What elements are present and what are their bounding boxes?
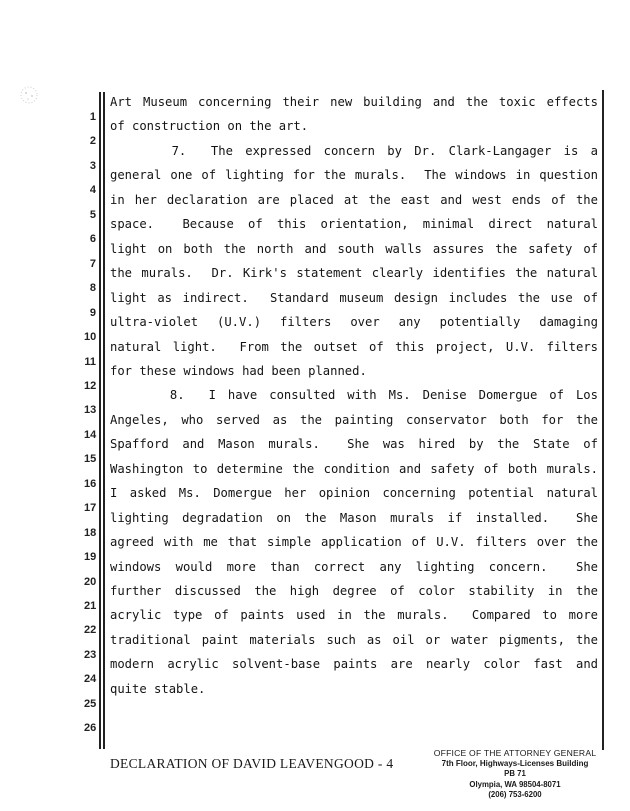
left-margin-rule-inner xyxy=(103,92,105,749)
line-number: 22 xyxy=(84,624,97,637)
text-line: Washington to determine the condition and safety of both murals. xyxy=(110,461,598,476)
text-line: Spafford and Mason murals. She was hired by the State of xyxy=(110,437,598,452)
office-name: OFFICE OF THE ATTORNEY GENERAL xyxy=(433,748,597,758)
right-margin-rule xyxy=(602,90,604,750)
line-number: 9 xyxy=(89,306,96,319)
line-number: 23 xyxy=(84,648,97,661)
office-phone: (206) 753-6200 xyxy=(488,790,542,799)
office-city: Olympia, WA 98504-8071 xyxy=(469,779,561,789)
text-line: in her declaration are placed at the east and west ends of the xyxy=(110,192,598,207)
line-number: 14 xyxy=(84,428,97,441)
text-line: quite stable. xyxy=(110,681,206,696)
text-line: modern acrylic solvent-base paints are nearly color fast and xyxy=(110,657,598,672)
left-margin-rule-outer xyxy=(99,92,101,749)
scan-speck-icon xyxy=(14,80,44,110)
line-number: 15 xyxy=(84,453,97,466)
line-number: 11 xyxy=(84,355,96,368)
office-building: 7th Floor, Highways-Licenses Building xyxy=(441,758,589,768)
line-number: 18 xyxy=(84,526,97,539)
text-line: of construction on the art. xyxy=(110,119,309,134)
text-line: I asked Ms. Domergue her opinion concerning potential natural xyxy=(110,486,598,501)
text-line: ultra-violet (U.V.) filters over any potentially damaging xyxy=(110,315,598,330)
line-number: 7 xyxy=(89,257,96,270)
line-number: 17 xyxy=(84,502,97,515)
text-line: traditional paint materials such as oil or water pigments, the xyxy=(110,632,598,647)
line-number: 5 xyxy=(89,208,96,221)
text-line: Art Museum concerning their new building and the toxic effects xyxy=(110,95,598,109)
office-pb: PB 71 xyxy=(504,769,526,778)
text-line: light as indirect. Standard museum design includes the use of xyxy=(110,290,598,305)
text-line: the murals. Dr. Kirk's statement clearly identifies the natural xyxy=(110,266,598,281)
text-line: acrylic type of paints used in the murals. Compared to more xyxy=(110,608,598,623)
text-line: further discussed the high degree of color stability in the xyxy=(110,584,598,598)
line-number: 26 xyxy=(84,722,97,735)
line-number: 24 xyxy=(84,673,97,686)
line-number: 1 xyxy=(89,111,96,123)
line-number: 6 xyxy=(89,233,96,246)
text-line: general one of lighting for the murals. The windows in question xyxy=(110,168,598,183)
text-line: 7. The expressed concern by Dr. Clark-Langager is a xyxy=(110,143,598,158)
text-line: windows would more than correct any lighting concern. She xyxy=(110,559,598,574)
line-number: 19 xyxy=(84,551,97,564)
attorney-general-office-block xyxy=(420,748,610,801)
line-number: 10 xyxy=(84,331,97,344)
line-number: 2 xyxy=(89,135,96,148)
line-number: 25 xyxy=(84,697,97,710)
text-line: for these windows had been planned. xyxy=(110,363,367,378)
line-number: 21 xyxy=(84,600,97,612)
text-line: agreed with me that simple application of U.V. filters over the xyxy=(110,535,598,550)
line-number: 13 xyxy=(84,404,97,417)
line-number: 16 xyxy=(84,477,97,490)
line-number: 3 xyxy=(89,159,96,172)
line-number: 8 xyxy=(89,282,96,295)
text-line: lighting degradation on the Mason murals if installed. She xyxy=(110,510,598,525)
line-number: 4 xyxy=(89,184,96,197)
text-line: space. Because of this orientation, minimal direct natural xyxy=(110,217,598,232)
line-number: 12 xyxy=(84,379,97,392)
line-number: 20 xyxy=(84,575,97,588)
text-line: light on both the north and south walls assures the safety of xyxy=(110,241,598,256)
document-title: DECLARATION OF DAVID LEAVENGOOD - 4 xyxy=(110,756,394,771)
text-line: Angeles, who served as the painting conservator both for the xyxy=(110,412,598,427)
text-line: natural light. From the outset of this project, U.V. filters xyxy=(110,339,598,354)
text-line: 8. I have consulted with Ms. Denise Domergue of Los xyxy=(110,388,598,403)
